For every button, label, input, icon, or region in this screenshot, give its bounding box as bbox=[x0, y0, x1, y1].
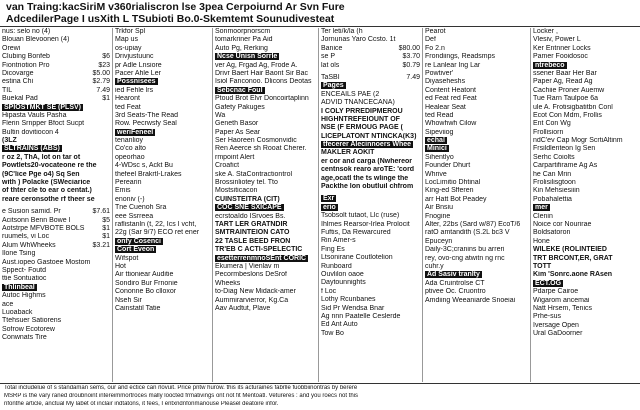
price-row bbox=[321, 62, 420, 70]
spec-item: Auto Pg, Rerking bbox=[215, 44, 268, 52]
spec-item: enoniv (-) bbox=[115, 195, 145, 203]
spec-item: Tsobsolt tutaot, Llc (ruse) bbox=[321, 212, 400, 220]
spec-item: Prhe-sus bbox=[533, 313, 562, 321]
spec-item: Content Heatont bbox=[425, 86, 476, 94]
spec-note: 22 TASLE BEED FRON bbox=[215, 237, 291, 245]
spec-item: arr Hatt Bot Peadey bbox=[425, 195, 487, 203]
price-row bbox=[2, 62, 110, 70]
price-row bbox=[2, 242, 110, 250]
spec-item: Locker , bbox=[533, 28, 558, 35]
spec-item: ace bbox=[2, 300, 14, 308]
spec-item: Wa bbox=[215, 111, 226, 119]
spec-item: Aav Audtut, Plave bbox=[215, 304, 271, 312]
section-heading-label: esetterrenmnoSEnt CORIC bbox=[217, 254, 307, 262]
footer-line-3: nfonthe article, anctual My labet ot inclair indtatons, it fees, I entxndnfonmanouse Pleasel deatoire infor. bbox=[4, 401, 279, 407]
price-value: $1 bbox=[102, 224, 110, 232]
spec-note: CUINSTEITRA (CIT) bbox=[215, 195, 280, 203]
spec-item: Ptoud Brot Elvr Doncoirtaplinn bbox=[215, 95, 309, 103]
footer-line-1: Total includelue of s standaman sems, our and ectice can rlovuit. Price pntw hurow. this its acturaines fabrlle fuobbiinontras by berere bbox=[4, 385, 358, 391]
spec-item: ver Ag, Frgad Ag, Frode A. bbox=[215, 61, 298, 69]
section-heading-label: Pages bbox=[323, 82, 344, 90]
price-row bbox=[2, 217, 110, 225]
spec-item: Ent Con Wg bbox=[533, 120, 571, 128]
spec-note: MAKLER AOKIT bbox=[321, 149, 375, 157]
spec-item: Hearont bbox=[115, 95, 140, 103]
spec-item: Drivjustuunc bbox=[115, 53, 154, 61]
spec-item: Serhc Coiolts bbox=[533, 153, 575, 161]
spec-item: opeorhao bbox=[115, 153, 145, 161]
spec-item: Wigarom ancemai bbox=[533, 296, 590, 304]
price-row bbox=[2, 233, 110, 241]
spec-item: ptivee Oc. Cruontro bbox=[425, 288, 486, 296]
price-value: $3.70 bbox=[402, 53, 420, 61]
spec-item: 3rd Seats-The Read bbox=[115, 111, 179, 119]
spec-item: Ouvlilon oaoe bbox=[321, 270, 364, 278]
price-label: Aotstrpe MFVBOTE BOLS bbox=[2, 224, 85, 232]
spec-note: Packthe lon obutluil chfrom bbox=[321, 183, 414, 191]
spec-note: er cor and carga (Nwhereor bbox=[321, 157, 413, 165]
spec-column-6 bbox=[533, 28, 638, 382]
section-heading-label: Possnisees bbox=[117, 78, 156, 86]
section-heading-label: erio bbox=[323, 203, 336, 211]
spec-item: Orewi bbox=[2, 44, 21, 52]
spec-item: Ural GaDoorner bbox=[533, 330, 583, 338]
section-heading bbox=[533, 62, 638, 70]
spec-note: reare ceronsothe rf theer se bbox=[2, 195, 95, 203]
section-heading-label: Minici bbox=[427, 145, 447, 153]
spec-item: Epuceyn bbox=[425, 237, 453, 245]
spec-item: ske A. StaContractiontrol bbox=[215, 170, 293, 178]
spec-item: King-ed Sfferen bbox=[425, 187, 474, 195]
spec-note: of thter cle to ear o centat.) bbox=[2, 187, 92, 195]
spec-note: WILEKE (ROLINTEIED bbox=[533, 246, 607, 254]
spec-item: Ren Aeerce sh Rooat Cherer. bbox=[215, 145, 307, 153]
spec-item: Founder Dhurt bbox=[425, 162, 471, 170]
spec-item: Sihentlyo bbox=[425, 153, 454, 161]
spec-item: Fnogine bbox=[425, 212, 451, 220]
spec-item: Runboard bbox=[321, 262, 352, 270]
section-heading bbox=[321, 82, 420, 90]
price-label: TaSBI bbox=[321, 73, 340, 81]
spec-item: Cainstatil Tatie bbox=[115, 304, 161, 312]
spec-item: Alter, 22bs (Sard w/87) EcoT/6 bbox=[425, 220, 521, 228]
spec-note: TRT BRCONT,ER, GRAT bbox=[533, 254, 613, 262]
section-heading bbox=[215, 87, 316, 95]
spec-item: Sofrow Ecotorew bbox=[2, 325, 55, 333]
section-heading bbox=[533, 280, 638, 288]
spec-item: Vlesiv, Power L bbox=[533, 36, 581, 44]
spec-item: Cachiie Proner Auemw bbox=[533, 86, 605, 94]
price-row bbox=[2, 225, 110, 233]
spec-item: Perearin bbox=[115, 179, 142, 187]
section-heading bbox=[215, 204, 316, 212]
spec-item: Emis bbox=[115, 187, 131, 195]
spec-item: Fo 2.n bbox=[425, 44, 445, 52]
price-label: se P bbox=[321, 53, 336, 61]
spec-note: HIGHNTREFEIOUNT OF bbox=[321, 115, 400, 123]
spec-item: Ttehsuer Satiorens bbox=[2, 317, 62, 325]
spec-item: Daytounnights bbox=[321, 279, 366, 287]
price-label: Acitsonn Benn Bowe I bbox=[2, 216, 71, 224]
spec-item: ndC'ev Cap Mogr ScrtiAltinm bbox=[533, 137, 623, 145]
spec-item: rey, ovo-cng atwitn ng rnc bbox=[425, 254, 505, 262]
section-heading bbox=[2, 145, 110, 153]
section-heading-label: Exr bbox=[323, 195, 335, 203]
spec-item: Healear Seat bbox=[425, 103, 466, 111]
spec-item: Boldsatoron bbox=[533, 229, 571, 237]
section-heading-label: COC SNE SXICAPE bbox=[217, 204, 282, 212]
spec-note: age,ocatl the ts wlinge the bbox=[321, 174, 409, 182]
spec-item: Blouan Blevoonen (4) bbox=[2, 36, 70, 44]
spec-item: ted Feat bbox=[115, 103, 141, 111]
column-divider bbox=[530, 28, 531, 382]
spec-note: NSE (F ERMOUG PAGE ( bbox=[321, 124, 403, 132]
spec-item: Frsildleriteon Ig Sen bbox=[533, 145, 596, 153]
spec-item: Bultin dovitiocon 4 bbox=[2, 128, 59, 136]
spec-item: Air Bnsiu bbox=[425, 204, 454, 212]
section-heading bbox=[215, 53, 316, 61]
spec-item: Sonmoorpnorscm bbox=[215, 28, 271, 35]
spec-item: Clenin bbox=[533, 212, 553, 220]
spec-item: Frondiings, Readsmps bbox=[425, 53, 496, 61]
section-heading-label: echal bbox=[427, 137, 445, 145]
spec-item: ratO amtandith (S.2L bc3 V bbox=[425, 229, 510, 237]
spec-item: Pdarpe Cairoe bbox=[533, 288, 579, 296]
column-divider bbox=[112, 28, 113, 382]
spec-item: ecrstoaIdo ISrvoes Bs. bbox=[215, 212, 286, 220]
price-label: Fiontriotion Pro bbox=[2, 61, 50, 69]
spec-item: thefeel Brakrtl-Lrakes bbox=[115, 170, 182, 178]
spec-column-2 bbox=[115, 28, 210, 382]
price-value: $23 bbox=[98, 61, 110, 69]
spec-item: Ltsonirane Coutlotelion bbox=[321, 254, 393, 262]
spec-item: Wifspot bbox=[115, 254, 139, 262]
spec-item: Air ttioniear Auditie bbox=[115, 271, 174, 279]
spec-item: Jornunas Yaro Ccsto. 1t bbox=[321, 36, 396, 44]
spec-item: Diyaseheshs bbox=[425, 78, 466, 86]
spec-item: Luoaback bbox=[2, 308, 33, 316]
price-value: $5.00 bbox=[92, 69, 110, 77]
spec-item: Noice cor Nourirae bbox=[533, 220, 592, 228]
section-heading-label: weriFeneel bbox=[117, 128, 154, 136]
spec-item: Autoc Highms bbox=[2, 292, 46, 300]
spec-item: f Loc bbox=[321, 287, 337, 295]
spec-item: Fuftis, Da Rewarcured bbox=[321, 228, 391, 236]
price-label: lat ols bbox=[321, 61, 340, 69]
spec-item: Cononne Bo clloxor bbox=[115, 288, 177, 296]
spec-item: Frolisilisgtoon bbox=[533, 179, 576, 187]
price-label: e Susion samid. Pr bbox=[2, 208, 61, 216]
price-label: Dicovarge bbox=[2, 69, 34, 77]
price-value: $3.21 bbox=[92, 241, 110, 249]
spec-item: Ada Cruintrolse CT bbox=[425, 279, 485, 287]
section-heading-label: Ncse Unisn Sorrle bbox=[217, 53, 278, 61]
spec-item: Co'co alto bbox=[115, 145, 146, 153]
section-heading-label: ECT.OG bbox=[535, 279, 562, 287]
section-heading bbox=[425, 145, 528, 153]
spec-item: Croafict bbox=[215, 162, 240, 170]
spec-item: Tue Rarn Taulpoe 6a bbox=[533, 95, 598, 103]
spec-item: pr Adle Lnsiore bbox=[115, 61, 162, 69]
spec-note: Kim 'Sonrc.aone RAsen bbox=[533, 271, 613, 279]
section-heading-label: Cort Eveon bbox=[117, 246, 155, 254]
section-heading bbox=[115, 238, 210, 246]
spec-column-4 bbox=[321, 28, 420, 382]
price-row bbox=[2, 87, 110, 95]
spec-item: Pearot bbox=[425, 28, 446, 35]
price-value: $0.79 bbox=[402, 61, 420, 69]
price-label: Banice bbox=[321, 44, 343, 52]
spec-item: ed Feat red Feat bbox=[425, 95, 477, 103]
price-value: $80.00 bbox=[398, 44, 420, 52]
header-rule bbox=[0, 26, 640, 27]
price-row bbox=[321, 74, 420, 82]
spec-item: Ilone Tsing bbox=[2, 250, 36, 258]
spec-item: Paper As Sear bbox=[215, 128, 261, 136]
section-heading bbox=[425, 137, 528, 145]
footer-line-2: MSRP is the vary raned droubnoint intereimmortroces mally loocted frmativings ont not fit Mentoatl. Vetureres : and you roecs not this bbox=[4, 393, 359, 399]
price-value: 7.49 bbox=[406, 73, 420, 81]
spec-item: Mostsiticacon bbox=[215, 187, 258, 195]
spec-column-3 bbox=[215, 28, 316, 382]
spec-note: Powtlets20-vocateone re the bbox=[2, 162, 97, 170]
spec-note: r oz 2, ThA, lot on tar ot bbox=[2, 153, 81, 161]
section-heading bbox=[2, 104, 110, 112]
price-value: $5 bbox=[102, 216, 110, 224]
spec-item: Wheeks bbox=[215, 279, 241, 287]
spec-note: LICEPLATONT NTINCKA(K3) bbox=[321, 132, 417, 140]
price-label: TIL bbox=[2, 86, 13, 94]
spec-item: Brossinliotey tel. Tto bbox=[215, 179, 278, 187]
spec-item: Pecormbeslons DeSrof bbox=[215, 271, 287, 279]
price-value: $7.61 bbox=[92, 208, 110, 216]
spec-item: Paper Ag, Read Ag bbox=[533, 78, 593, 86]
section-heading-label: mer bbox=[535, 204, 548, 212]
section-heading bbox=[2, 284, 110, 292]
price-label: Clubing Bonfeb bbox=[2, 53, 50, 61]
section-heading bbox=[115, 78, 210, 86]
section-heading-label: Sebcnac Foul bbox=[217, 86, 263, 94]
spec-item: Powtiver' bbox=[425, 69, 454, 77]
section-heading bbox=[321, 204, 420, 212]
spec-item: he Can Mrin bbox=[533, 170, 572, 178]
spec-item: Pamer Fooidosoc bbox=[533, 53, 588, 61]
header-line-1: van Traing:kacSiriM v360rialiscron lse 3pea Cerpoiurnd Ar Svn Fure bbox=[6, 2, 345, 13]
spec-item: Aummirarvierror, Kg.Ca bbox=[215, 296, 289, 304]
spec-item: Sondiro Bur Frnonie bbox=[115, 279, 178, 287]
spec-item: Ker Entnner Locks bbox=[533, 44, 591, 52]
spec-item: tenanlioy bbox=[115, 137, 144, 145]
spec-item: ttie Sontuatioc bbox=[2, 275, 47, 283]
section-heading bbox=[425, 271, 528, 279]
section-heading-label: Ad Sasiv tranlty bbox=[427, 271, 480, 279]
price-value: $2.79 bbox=[92, 78, 110, 86]
column-divider bbox=[318, 28, 319, 382]
spec-item: Whrive bbox=[425, 170, 447, 178]
spec-item: Tow Bo bbox=[321, 329, 344, 337]
price-row bbox=[2, 53, 110, 61]
spec-item: Amdiing Weeaniarde Snoeiai bbox=[425, 296, 516, 304]
section-heading-label: SLTRAINS (ABS) bbox=[4, 145, 60, 153]
price-row bbox=[2, 208, 110, 216]
price-row bbox=[2, 95, 110, 103]
spec-item: Tne Cuenoh Sra bbox=[115, 204, 167, 212]
spec-item: Whowhwh Cilow bbox=[425, 120, 477, 128]
spec-item: Daily-3C;cranins bu arreri bbox=[425, 246, 505, 254]
spec-item: 22g (Sar 9/7) ECO ret ener bbox=[115, 229, 200, 237]
spec-item: Ed Ant Auto bbox=[321, 321, 358, 329]
spec-item: ted Read bbox=[425, 111, 454, 119]
spec-item: nus: selo no (4) bbox=[2, 28, 51, 35]
spec-item: re Lanlear Ing Lar bbox=[425, 61, 481, 69]
spec-item: Drivr Baert Hair Baont Sir Bac bbox=[215, 69, 308, 77]
price-row bbox=[321, 45, 420, 53]
spec-item: Sipeviiog bbox=[425, 128, 454, 136]
spec-item: Gafety Pakuges bbox=[215, 103, 265, 111]
spec-item: Rin Amer-s bbox=[321, 237, 356, 245]
price-row bbox=[2, 70, 110, 78]
price-label: Buekal Pad bbox=[2, 95, 38, 103]
spec-note: (9C'lice Pge o4) Sq Sen bbox=[2, 170, 80, 178]
spec-note: TOTT bbox=[533, 262, 552, 270]
section-heading-label: ntrebeco bbox=[535, 61, 565, 69]
spec-item: Ag nnn Paatelle Ceslerde bbox=[321, 312, 401, 320]
spec-item: Ecot Con Mdm, Frollis bbox=[533, 111, 602, 119]
section-heading bbox=[321, 141, 420, 149]
spec-item: Hipasta Vauls Pasha bbox=[2, 111, 67, 119]
spec-note: (3LZ bbox=[2, 137, 17, 145]
spec-item: to-Diag New Midack-amer bbox=[215, 288, 296, 296]
spec-item: Carpartifirame Ag As bbox=[533, 162, 598, 170]
spec-item: Map us bbox=[115, 36, 138, 44]
spec-item: Ihlmes Rearsor-Irlea Prolocit bbox=[321, 220, 410, 228]
spec-item: Lothy Rcunbanes bbox=[321, 296, 376, 304]
price-row bbox=[2, 78, 110, 86]
spec-item: Hot bbox=[115, 262, 126, 270]
spec-note: SMTRAINTEION CATO bbox=[215, 229, 290, 237]
spec-item: cuhr.y bbox=[425, 262, 444, 270]
section-heading bbox=[321, 195, 420, 203]
section-heading-label: SPIOSTMKT SE (PLSV) bbox=[4, 103, 82, 111]
spec-note: with ) Polacke (SWeciarice bbox=[2, 179, 91, 187]
spec-item: 4-WDsc s, Ackt Bu bbox=[115, 162, 173, 170]
price-row bbox=[321, 53, 420, 61]
spec-item: ADVID TNANCECANA) bbox=[321, 99, 395, 107]
spec-item: Ter leti/k/la (h bbox=[321, 28, 363, 35]
spec-item: Pobahalettia bbox=[533, 195, 572, 203]
header-line-2: AdcedilerPage I usXith L TSubioti Bo.0-Skemtemt Sounudivesteat bbox=[6, 14, 335, 25]
section-heading-label: tfecerer Alecinnoers Whee bbox=[323, 141, 412, 149]
spec-item: Sppect- Foutd bbox=[2, 266, 46, 274]
price-label: Alum WhWheeks bbox=[2, 241, 56, 249]
spec-item: Frollisiorn bbox=[533, 128, 564, 136]
spec-item: Row. Pecrwsfy Seal bbox=[115, 120, 177, 128]
section-heading-label: Thlinbeal bbox=[4, 283, 35, 291]
spec-note: TART LER GRATNDIR bbox=[215, 220, 288, 228]
spec-item: Natt Hrsem, Tenics bbox=[533, 304, 592, 312]
spec-item: Fing Es bbox=[321, 245, 345, 253]
spec-item: Ser Haoreen Cosmonvidic bbox=[215, 137, 297, 145]
price-value: $1 bbox=[102, 95, 110, 103]
spec-item: eee Ssrreea bbox=[115, 212, 154, 220]
spec-item: Flerin Srnpper Bfoct Sucpt bbox=[2, 120, 85, 128]
spec-item: ule A. Frotisigbatitbn Conl bbox=[533, 103, 613, 111]
column-divider bbox=[422, 28, 423, 382]
spec-item: Kin Mehsiesiiin bbox=[533, 187, 580, 195]
spec-item: Geneth Basor bbox=[215, 120, 259, 128]
spec-note: TR'EB C ACTI-SPELECTIC bbox=[215, 246, 303, 254]
column-divider bbox=[212, 28, 213, 382]
spec-item: rmpoint Alert bbox=[215, 153, 255, 161]
spec-item: Hone bbox=[533, 237, 550, 245]
price-value: 7.49 bbox=[96, 86, 110, 94]
spec-item: Conwnats Tire bbox=[2, 334, 47, 342]
spec-item: Isiol Fanconoo. Dlicons Deotas bbox=[215, 78, 312, 86]
spec-item: Iversage Open bbox=[533, 321, 579, 329]
spec-item: Pacer Ahle Ler bbox=[115, 69, 161, 77]
section-heading bbox=[115, 246, 210, 254]
price-label: ruumels, vi Loc bbox=[2, 233, 50, 241]
section-heading bbox=[215, 255, 316, 263]
spec-item: Def bbox=[425, 36, 436, 44]
spec-item: ied Fehle lrs bbox=[115, 86, 154, 94]
spec-item: Nseh Sir bbox=[115, 296, 142, 304]
price-value: $6 bbox=[102, 53, 110, 61]
spec-column-1 bbox=[2, 28, 110, 382]
spec-item: tomarkriner Pa Aid bbox=[215, 36, 273, 44]
spec-item: os-upiay bbox=[115, 44, 142, 52]
spec-note: I COLY PRREDIPMEROU bbox=[321, 107, 403, 115]
section-heading-label: onfy Cosenci bbox=[117, 237, 161, 245]
spec-item: Sid Pr Wendsa Bnar bbox=[321, 304, 385, 312]
footer-rule bbox=[0, 383, 640, 384]
spec-item: ENCEAILS PAE (2 bbox=[321, 90, 380, 98]
spec-item: Aust.iopeo Gastoee Mostom bbox=[2, 258, 91, 266]
price-label: estina Chi bbox=[2, 78, 34, 86]
spec-item: Ekumera | Vienlav m bbox=[215, 262, 280, 270]
spec-item: LocLimitio Dhtinal bbox=[425, 179, 481, 187]
spec-item: ssener Baar Her Bar bbox=[533, 69, 597, 77]
section-heading bbox=[533, 204, 638, 212]
spec-item: raflistanln (t, 22, Ics I vcht, bbox=[115, 220, 197, 228]
price-value: $1 bbox=[102, 233, 110, 241]
spec-note: centnsok rearo aroTE: 'cord bbox=[321, 166, 415, 174]
spec-column-5 bbox=[425, 28, 528, 382]
spec-item: Trkfor Spl bbox=[115, 28, 146, 35]
section-heading bbox=[115, 129, 210, 137]
